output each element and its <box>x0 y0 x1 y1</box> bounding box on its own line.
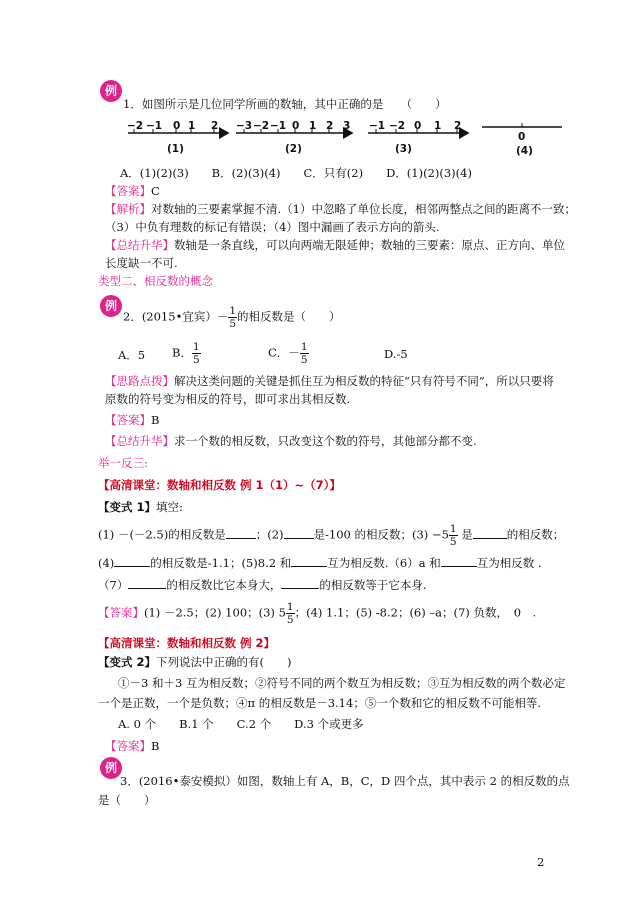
fill-text: (4) <box>98 556 115 570</box>
mixed-number-fraction <box>449 523 458 548</box>
variant-2-intro: 下列说法中正确的有( ) <box>156 655 292 669</box>
summary-tag: 【总结升华】 <box>105 238 174 252</box>
variant-2-answer: B <box>151 739 160 753</box>
example-badge: 例 <box>100 80 122 102</box>
variant-1-line-3 <box>98 577 426 593</box>
q2-stem-prefix: 2．(2015•宜宾）－ <box>123 309 229 324</box>
analysis-tag: 【解析】 <box>105 202 151 216</box>
variant-1-line-1 <box>98 523 564 548</box>
fill-blank[interactable] <box>291 566 327 567</box>
axis1-tick-label: 0 <box>173 120 181 132</box>
fraction-denominator: 5 <box>449 536 457 548</box>
fill-blank[interactable] <box>128 588 166 589</box>
q2-answer: B <box>151 413 160 427</box>
fraction-numerator: 1 <box>300 341 308 353</box>
fill-text: 是 <box>461 527 473 542</box>
axis2-tick-label: −2 <box>253 120 270 132</box>
variant-1-intro: 填空: <box>156 500 183 514</box>
q1-analysis-line-1: 对数轴的三要素掌握不清.（1）中忽略了单位长度，相邻两整点之间的距离不一致； <box>151 202 576 216</box>
example-badge: 例 <box>100 757 122 779</box>
page-number: 2 <box>537 855 545 869</box>
axis3-tick-label: −1 <box>369 120 386 132</box>
fill-text: (1) －(－2.5)的相反数是 <box>98 527 226 542</box>
axis2-tick-label: 2 <box>326 120 334 132</box>
q2-option-c <box>268 341 309 366</box>
q2-hint-line-1: 解决这类问题的关键是抓住互为相反数的特征“只有符号不同”，所以只要将 <box>174 374 554 388</box>
variant-2-answer-row <box>105 738 159 754</box>
answer-text: (1) －2.5；(2) 100；(3) <box>144 605 275 620</box>
q1-options: A．(1)(2)(3) B．(2)(3)(4) C．只有(2) D．(1)(2)(3)(4) <box>120 166 472 180</box>
mixed-number-fraction <box>286 601 295 626</box>
fill-blank[interactable] <box>473 538 507 539</box>
mixed-number-integer: −5 <box>431 527 449 542</box>
fraction-numerator: 1 <box>192 341 200 353</box>
fill-text: 的相反数是-1.1；(5)8.2 和 <box>150 556 292 570</box>
q1-number-lines-figure <box>120 118 570 158</box>
variant-1-heading <box>98 499 183 515</box>
variant-1-line-2 <box>98 555 542 571</box>
fraction-numerator: 1 <box>229 305 237 317</box>
axis4-caption: (4) <box>516 145 533 157</box>
q2-answer-row <box>105 412 159 428</box>
axis1-tick-label: 2 <box>211 120 219 132</box>
q2-summary: 求一个数的相反数，只改变这个数的符号，其他部分都不变. <box>174 434 477 448</box>
answer-tag: 【答案】 <box>105 184 151 198</box>
fill-text: 的相反数； <box>506 527 565 542</box>
fraction-denominator: 5 <box>286 614 294 626</box>
q1-stem: 1．如图所示是几位同学所画的数轴，其中正确的是 （ ） <box>123 97 447 111</box>
variant-2-title: 【变式 2】 <box>98 655 157 669</box>
q2-hint-row <box>105 373 554 389</box>
fill-blank[interactable] <box>441 566 477 567</box>
practice-title: 举一反三: <box>98 456 148 470</box>
axis3-tick-label: 2 <box>454 120 462 132</box>
option-c-label: C．－ <box>268 345 300 360</box>
q2-option-b <box>172 341 201 366</box>
variant-1-answer <box>98 601 536 626</box>
mixed-number-integer: 5 <box>278 605 286 620</box>
q1-answer-row <box>105 183 160 199</box>
axis2-tick-label: 1 <box>309 120 317 132</box>
axis2-tick-label: −1 <box>270 120 287 132</box>
fraction-denominator: 5 <box>192 354 200 366</box>
answer-text: ；(4) 1.1；(5) -8.2；(6) –a；(7) 负数， 0 . <box>294 605 537 620</box>
section-2-title: 类型二、相反数的概念 <box>98 274 213 288</box>
q1-analysis-row <box>105 201 576 217</box>
fraction-denominator: 5 <box>300 354 308 366</box>
axis1-tick-label: −1 <box>146 120 163 132</box>
option-b-fraction <box>192 341 201 366</box>
fill-text: 互为相反数 . <box>476 556 542 570</box>
fill-text: （7） <box>98 578 129 592</box>
fill-blank[interactable] <box>284 538 314 539</box>
hint-tag: 【思路点拨】 <box>105 374 174 388</box>
fill-text: 是-100 的相反数；(3) <box>313 527 429 542</box>
axis2-tick-label: 0 <box>292 120 300 132</box>
axis1-caption: (1) <box>167 143 184 155</box>
q1-summary-line-1: 数轴是一条直线，可以向两端无限延伸；数轴的三要素：原点、正方向、单位 <box>174 238 565 252</box>
fill-text: ；(2) <box>255 527 284 542</box>
axis2-tick-label: 3 <box>343 120 351 132</box>
q3-stem-line-1: 3．(2016•泰安模拟）如图，数轴上有 A，B，C，D 四个点，其中表示 2 的相反数的点 <box>120 774 570 788</box>
q3-stem-line-2: 是（ ） <box>98 793 156 807</box>
axis3-tick-label: −2 <box>389 120 406 132</box>
variant-2-heading <box>98 654 292 670</box>
hd-lecture-ref-2: 【高清课堂：数轴和相反数 例 2】 <box>98 636 276 650</box>
axis1-tick-label: 1 <box>188 120 196 132</box>
axis3-caption: (3) <box>395 143 412 155</box>
q1-summary-line-2: 长度缺一不可. <box>105 256 178 270</box>
q2-stem <box>123 305 341 330</box>
fraction-numerator: 1 <box>449 523 457 535</box>
summary-tag: 【总结升华】 <box>105 434 174 448</box>
variant-2-line-2: 一个是正数，一个是负数；④π 的相反数是－3.14；⑤一个数和它的相反数不可能相等. <box>98 696 541 710</box>
q2-stem-suffix: 的相反数是（ ） <box>237 309 341 324</box>
answer-tag: 【答案】 <box>98 605 144 620</box>
axis4-tick-label: 0 <box>518 131 526 143</box>
hd-lecture-ref-1: 【高清课堂：数轴和相反数 例 1（1）~（7）】 <box>98 478 341 492</box>
q2-option-d: D.-5 <box>384 347 408 361</box>
fraction-numerator: 1 <box>286 601 294 613</box>
axis1-tick-label: −2 <box>127 120 144 132</box>
axis3-tick-label: 1 <box>434 120 442 132</box>
answer-tag: 【答案】 <box>105 413 151 427</box>
fraction-denominator: 5 <box>229 318 237 330</box>
q1-summary-row <box>105 237 565 253</box>
q2-option-a: A．5 <box>118 348 146 362</box>
fill-blank[interactable] <box>114 566 150 567</box>
q2-hint-line-2: 原数的符号变为相反的符号，即可求出其相反数. <box>105 392 351 406</box>
axis3-tick-label: 0 <box>414 120 422 132</box>
variant-2-options: A. 0 个 B.1 个 C.2 个 D.3 个或更多 <box>118 717 364 731</box>
option-b-label: B． <box>172 345 192 360</box>
variant-2-line-1: ①－3 和＋3 互为相反数；②符号不同的两个数互为相反数；③互为相反数的两个数必定 <box>118 676 566 690</box>
variant-1-title: 【变式 1】 <box>98 500 157 514</box>
q2-summary-row <box>105 433 477 449</box>
fill-text: 互为相反数.（6）a 和 <box>327 556 441 570</box>
q1-analysis-line-2: （3）中负有理数的标记有错误；（4）图中漏画了表示方向的箭头. <box>105 220 440 234</box>
fill-text: 的相反数等于它本身. <box>319 578 427 592</box>
fill-blank[interactable] <box>281 588 319 589</box>
axis2-caption: (2) <box>285 143 302 155</box>
q1-answer: C <box>151 184 160 198</box>
fill-text: 的相反数比它本身大， <box>166 578 282 592</box>
example-badge: 例 <box>100 295 122 317</box>
fill-blank[interactable] <box>226 538 256 539</box>
answer-tag: 【答案】 <box>105 739 151 753</box>
axis2-tick-label: −3 <box>236 120 253 132</box>
option-c-fraction <box>300 341 309 366</box>
q2-fraction <box>228 305 237 330</box>
